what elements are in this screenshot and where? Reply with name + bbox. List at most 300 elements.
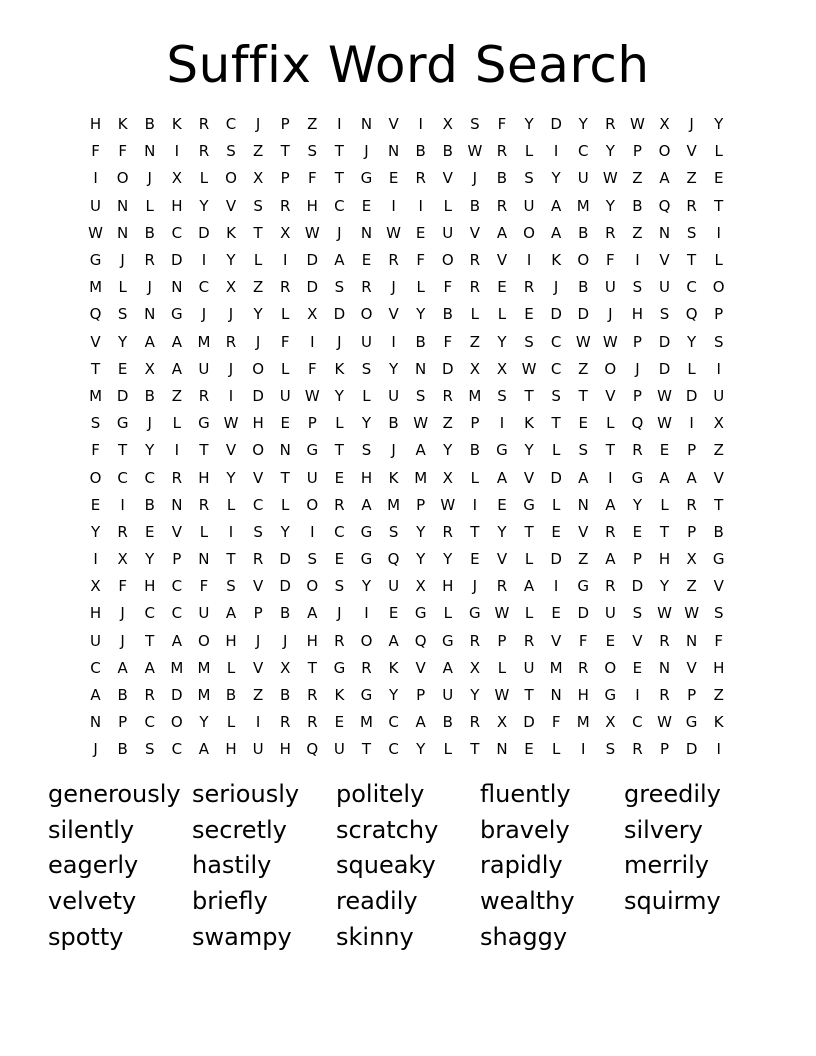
grid-letter: V xyxy=(225,441,237,460)
grid-letter: U xyxy=(279,386,291,405)
grid-letter: X xyxy=(171,169,182,188)
grid-letter: D xyxy=(550,115,562,134)
grid-letter: R xyxy=(632,441,643,460)
grid-letter: N xyxy=(685,631,698,650)
grid-letter: I xyxy=(174,441,180,460)
grid-letter: E xyxy=(334,713,345,732)
grid-letter: S xyxy=(470,115,480,134)
grid-letter: L xyxy=(443,196,452,215)
grid-letter: Z xyxy=(252,142,264,161)
grid-letter: R xyxy=(307,713,318,732)
grid-letter: W xyxy=(494,686,510,705)
word-list-item: skinny xyxy=(336,922,414,951)
grid-row xyxy=(82,138,732,165)
word-list-item: eagerly xyxy=(48,851,139,880)
grid-letter: G xyxy=(89,251,102,270)
grid-letter: V xyxy=(686,142,697,161)
grid-letter: C xyxy=(550,332,562,351)
grid-letter: Y xyxy=(226,468,236,487)
grid-letter: G xyxy=(360,522,373,541)
grid-letter: W xyxy=(521,359,537,378)
grid-letter: P xyxy=(659,740,670,759)
grid-letter: D xyxy=(306,251,319,270)
grid-letter: B xyxy=(632,196,643,215)
grid-letter: U xyxy=(604,604,616,623)
grid-letter: D xyxy=(116,386,129,405)
grid-letter: V xyxy=(713,468,724,487)
grid-letter: G xyxy=(306,441,319,460)
grid-letter: E xyxy=(361,196,372,215)
grid-letter: V xyxy=(496,550,508,569)
grid-letter: V xyxy=(415,658,426,677)
grid-letter: M xyxy=(360,713,373,732)
word-list-item: seriously xyxy=(192,780,300,808)
word-list-item: velvety xyxy=(48,887,137,916)
grid-letter: A xyxy=(90,686,101,705)
grid-letter: T xyxy=(334,169,344,188)
page-title: Suffix Word Search xyxy=(166,36,650,94)
grid-letter: V xyxy=(469,223,480,242)
grid-letter: L xyxy=(470,468,480,487)
grid-letter: J xyxy=(553,278,559,297)
grid-letter: X xyxy=(280,223,291,242)
grid-letter: H xyxy=(279,740,291,759)
grid-letter: L xyxy=(551,495,561,514)
grid-letter: C xyxy=(632,713,643,732)
grid-letter: U xyxy=(252,740,264,759)
grid-letter: A xyxy=(307,604,318,623)
grid-letter: Y xyxy=(199,196,209,215)
word-list-item: hastily xyxy=(192,851,272,880)
grid-letter: H xyxy=(306,631,318,650)
grid-letter: T xyxy=(253,223,263,242)
grid-letter: Y xyxy=(90,522,101,541)
grid-letter: P xyxy=(632,386,642,405)
grid-letter: L xyxy=(470,305,480,324)
grid-letter: A xyxy=(659,169,670,188)
grid-letter: D xyxy=(658,359,671,378)
grid-letter: S xyxy=(659,305,670,324)
grid-letter: N xyxy=(171,495,183,514)
grid-letter: A xyxy=(523,577,535,596)
grid-row xyxy=(82,356,732,383)
grid-letter: V xyxy=(388,115,399,134)
grid-letter: C xyxy=(334,522,345,541)
word-list-item: greedily xyxy=(624,780,721,808)
grid-letter: W xyxy=(413,414,429,433)
grid-letter: R xyxy=(686,196,697,215)
grid-letter: S xyxy=(632,604,643,623)
grid-letter: Y xyxy=(416,305,426,324)
grid-letter: Z xyxy=(686,169,697,188)
grid-letter: H xyxy=(658,550,671,569)
grid-letter: X xyxy=(144,359,155,378)
grid-letter: I xyxy=(553,577,559,596)
grid-letter: X xyxy=(90,577,101,596)
grid-letter: J xyxy=(391,441,396,460)
grid-letter: U xyxy=(523,658,535,677)
grid-letter: U xyxy=(388,577,400,596)
grid-letter: R xyxy=(307,686,318,705)
grid-letter: L xyxy=(606,414,615,433)
grid-letter: B xyxy=(225,686,237,705)
grid-letter: Q xyxy=(658,196,671,215)
grid-letter: J xyxy=(635,359,640,378)
grid-letter: K xyxy=(117,115,128,134)
grid-letter: P xyxy=(632,332,642,351)
grid-letter: T xyxy=(470,740,480,759)
grid-letter: A xyxy=(117,658,128,677)
grid-letter: I xyxy=(635,686,640,705)
grid-letter: X xyxy=(280,658,291,677)
grid-letter: E xyxy=(470,550,480,569)
grid-letter: Y xyxy=(416,522,426,541)
grid-letter: A xyxy=(496,223,508,242)
grid-letter: L xyxy=(551,740,561,759)
grid-row xyxy=(82,492,732,519)
grid-letter: A xyxy=(415,713,426,732)
grid-letter: A xyxy=(171,359,182,378)
grid-row xyxy=(82,736,732,763)
grid-letter: X xyxy=(442,115,453,134)
grid-letter: C xyxy=(171,223,183,242)
grid-letter: J xyxy=(337,223,342,242)
grid-letter: N xyxy=(577,495,589,514)
grid-letter: H xyxy=(89,604,102,623)
grid-letter: Q xyxy=(306,740,319,759)
grid-letter: W xyxy=(602,169,618,188)
grid-letter: R xyxy=(605,223,616,242)
grid-letter: F xyxy=(307,169,317,188)
grid-letter: V xyxy=(632,631,643,650)
grid-letter: S xyxy=(90,414,101,433)
grid-letter: S xyxy=(524,332,534,351)
grid-letter: C xyxy=(171,740,183,759)
grid-letter: B xyxy=(280,604,291,623)
grid-letter: D xyxy=(658,332,671,351)
grid-letter: W xyxy=(223,414,239,433)
grid-letter: V xyxy=(225,196,237,215)
grid-letter: R xyxy=(496,142,508,161)
grid-letter: E xyxy=(334,468,345,487)
grid-letter: K xyxy=(171,115,182,134)
grid-letter: G xyxy=(604,686,617,705)
grid-letter: G xyxy=(116,414,129,433)
grid-letter: W xyxy=(684,604,700,623)
grid-letter: N xyxy=(117,223,129,242)
grid-letter: L xyxy=(416,278,425,297)
grid-letter: Y xyxy=(470,686,480,705)
grid-row xyxy=(82,274,732,301)
grid-letter: M xyxy=(576,713,590,732)
grid-letter: M xyxy=(89,386,103,405)
grid-letter: S xyxy=(226,142,236,161)
grid-letter: Y xyxy=(253,305,263,324)
grid-letter: P xyxy=(687,686,697,705)
grid-letter: Z xyxy=(252,686,264,705)
grid-letter: O xyxy=(441,251,454,270)
grid-letter: C xyxy=(686,278,697,297)
grid-letter: I xyxy=(93,550,98,569)
grid-letter: Y xyxy=(578,115,588,134)
grid-letter: B xyxy=(578,278,589,297)
grid-letter: B xyxy=(442,713,453,732)
grid-letter: R xyxy=(469,278,481,297)
word-list-item: spotty xyxy=(48,922,124,951)
grid-letter: Y xyxy=(388,686,399,705)
grid-letter: L xyxy=(524,550,534,569)
grid-letter: B xyxy=(117,686,128,705)
grid-letter: I xyxy=(255,713,261,732)
grid-letter: A xyxy=(686,468,697,487)
grid-letter: Y xyxy=(632,495,642,514)
grid-letter: H xyxy=(360,468,373,487)
grid-letter: R xyxy=(198,115,210,134)
grid-letter: V xyxy=(442,169,453,188)
grid-letter: C xyxy=(388,740,399,759)
grid-letter: J xyxy=(228,359,234,378)
grid-letter: F xyxy=(443,332,453,351)
grid-letter: D xyxy=(333,305,346,324)
word-list-item: squeaky xyxy=(336,851,436,880)
grid-letter: G xyxy=(496,441,508,460)
grid-letter: S xyxy=(713,332,724,351)
grid-letter: L xyxy=(145,196,154,215)
grid-letter: P xyxy=(470,414,480,433)
grid-letter: O xyxy=(658,142,671,161)
grid-row xyxy=(82,546,732,573)
grid-letter: U xyxy=(523,196,535,215)
grid-letter: S xyxy=(551,386,561,405)
letter-grid xyxy=(82,111,732,764)
grid-letter: D xyxy=(631,577,644,596)
grid-letter: P xyxy=(416,495,426,514)
grid-letter: I xyxy=(228,522,234,541)
grid-letter: Y xyxy=(416,740,426,759)
word-list-item: wealthy xyxy=(480,887,575,916)
grid-letter: O xyxy=(604,359,617,378)
grid-letter: Y xyxy=(226,251,236,270)
grid-letter: E xyxy=(659,441,670,460)
grid-letter: Y xyxy=(334,386,344,405)
grid-letter: N xyxy=(198,550,210,569)
grid-letter: X xyxy=(442,468,453,487)
grid-letter: D xyxy=(550,468,562,487)
grid-letter: G xyxy=(469,604,481,623)
grid-letter: R xyxy=(605,522,616,541)
grid-letter: Q xyxy=(414,631,427,650)
grid-letter: I xyxy=(228,386,234,405)
grid-letter: D xyxy=(279,550,291,569)
grid-letter: H xyxy=(198,468,210,487)
grid-letter: J xyxy=(391,278,396,297)
grid-letter: B xyxy=(713,522,724,541)
grid-letter: L xyxy=(714,251,723,270)
grid-letter: A xyxy=(496,468,508,487)
grid-letter: L xyxy=(226,495,236,514)
grid-letter: R xyxy=(496,196,508,215)
grid-letter: P xyxy=(280,115,290,134)
grid-letter: B xyxy=(388,414,399,433)
grid-letter: W xyxy=(657,713,672,732)
grid-letter: J xyxy=(120,604,125,623)
grid-letter: P xyxy=(118,713,128,732)
grid-letter: M xyxy=(197,658,211,677)
grid-letter: B xyxy=(415,142,426,161)
grid-letter: A xyxy=(171,631,182,650)
grid-letter: Z xyxy=(713,686,724,705)
grid-letter: S xyxy=(713,604,724,623)
grid-letter: R xyxy=(632,740,643,759)
grid-letter: S xyxy=(686,223,697,242)
grid-letter: D xyxy=(685,386,698,405)
grid-letter: I xyxy=(581,740,586,759)
grid-letter: N xyxy=(387,142,400,161)
grid-letter: K xyxy=(334,359,345,378)
grid-letter: V xyxy=(713,577,724,596)
grid-letter: Y xyxy=(714,115,724,134)
grid-letter: G xyxy=(523,495,535,514)
grid-letter: R xyxy=(279,278,291,297)
grid-letter: C xyxy=(388,713,399,732)
grid-letter: Q xyxy=(89,305,102,324)
word-list-item: rapidly xyxy=(480,851,563,880)
grid-letter: S xyxy=(307,142,318,161)
word-list-item: silvery xyxy=(624,815,703,844)
grid-letter: O xyxy=(116,169,129,188)
grid-letter: B xyxy=(469,441,480,460)
grid-letter: M xyxy=(170,658,184,677)
grid-letter: O xyxy=(252,441,265,460)
grid-letter: M xyxy=(89,278,103,297)
grid-letter: E xyxy=(90,495,101,514)
grid-letter: W xyxy=(88,223,103,242)
grid-letter: T xyxy=(226,550,236,569)
grid-letter: F xyxy=(497,115,507,134)
grid-letter: A xyxy=(605,550,616,569)
grid-letter: R xyxy=(605,115,616,134)
grid-letter: K xyxy=(713,713,724,732)
grid-letter: G xyxy=(441,631,454,650)
grid-letter: T xyxy=(659,522,670,541)
word-list-item: shaggy xyxy=(480,922,568,951)
grid-letter: I xyxy=(310,332,315,351)
grid-letter: Y xyxy=(361,577,372,596)
grid-letter: Y xyxy=(524,441,534,460)
grid-letter: D xyxy=(577,604,590,623)
grid-letter: M xyxy=(414,468,428,487)
grid-letter: R xyxy=(279,196,291,215)
grid-letter: R xyxy=(252,550,264,569)
grid-letter: L xyxy=(524,142,534,161)
grid-letter: R xyxy=(523,278,535,297)
grid-letter: H xyxy=(442,577,454,596)
grid-letter: F xyxy=(416,251,425,270)
grid-letter: Q xyxy=(685,305,698,324)
grid-letter: I xyxy=(174,142,180,161)
grid-letter: Y xyxy=(687,332,697,351)
grid-letter: G xyxy=(171,305,183,324)
grid-letter: T xyxy=(524,686,534,705)
grid-letter: J xyxy=(472,169,478,188)
grid-letter: E xyxy=(388,169,399,188)
grid-letter: K xyxy=(524,414,534,433)
grid-letter: L xyxy=(551,441,561,460)
grid-letter: I xyxy=(635,251,640,270)
grid-letter: P xyxy=(253,604,263,623)
grid-letter: N xyxy=(144,305,156,324)
grid-letter: O xyxy=(89,468,102,487)
grid-letter: F xyxy=(118,142,127,161)
grid-letter: Z xyxy=(578,550,589,569)
grid-letter: E xyxy=(280,414,290,433)
grid-letter: B xyxy=(496,169,508,188)
grid-letter: P xyxy=(280,169,290,188)
grid-letter: R xyxy=(334,495,345,514)
grid-letter: Z xyxy=(442,414,453,433)
grid-letter: T xyxy=(361,740,372,759)
grid-letter: T xyxy=(118,441,128,460)
grid-letter: A xyxy=(144,658,155,677)
grid-letter: E xyxy=(144,522,155,541)
grid-letter: W xyxy=(386,223,401,242)
grid-letter: T xyxy=(687,251,697,270)
grid-letter: Z xyxy=(171,386,182,405)
grid-letter: E xyxy=(605,631,616,650)
grid-row xyxy=(82,410,732,437)
grid-letter: Y xyxy=(388,359,399,378)
grid-letter: H xyxy=(577,686,589,705)
grid-row xyxy=(82,383,732,410)
grid-letter: H xyxy=(713,658,725,677)
grid-letter: E xyxy=(415,223,426,242)
grid-letter: T xyxy=(714,196,724,215)
grid-letter: V xyxy=(252,468,264,487)
grid-letter: L xyxy=(443,604,452,623)
word-list-item: silently xyxy=(48,815,135,844)
grid-letter: L xyxy=(497,305,507,324)
grid-letter: C xyxy=(144,713,155,732)
grid-letter: A xyxy=(171,332,182,351)
grid-letter: X xyxy=(225,278,237,297)
grid-letter: R xyxy=(361,278,372,297)
grid-letter: R xyxy=(334,631,345,650)
grid-letter: C xyxy=(550,359,562,378)
grid-letter: O xyxy=(577,251,590,270)
grid-letter: D xyxy=(577,305,590,324)
grid-letter: R xyxy=(659,631,670,650)
grid-letter: D xyxy=(171,251,183,270)
word-list-item: scratchy xyxy=(336,815,439,844)
grid-letter: G xyxy=(333,658,346,677)
grid-letter: E xyxy=(497,278,507,297)
grid-letter: F xyxy=(280,332,290,351)
grid-letter: N xyxy=(360,115,373,134)
grid-letter: Z xyxy=(307,115,318,134)
grid-letter: L xyxy=(443,740,452,759)
grid-letter: Y xyxy=(416,550,426,569)
grid-letter: S xyxy=(524,169,534,188)
grid-letter: R xyxy=(198,142,210,161)
grid-letter: J xyxy=(364,142,369,161)
grid-letter: E xyxy=(713,169,724,188)
grid-letter: V xyxy=(659,251,670,270)
grid-letter: E xyxy=(388,604,399,623)
grid-letter: Z xyxy=(578,359,589,378)
grid-letter: E xyxy=(632,658,643,677)
grid-letter: W xyxy=(440,495,456,514)
grid-letter: W xyxy=(657,604,672,623)
